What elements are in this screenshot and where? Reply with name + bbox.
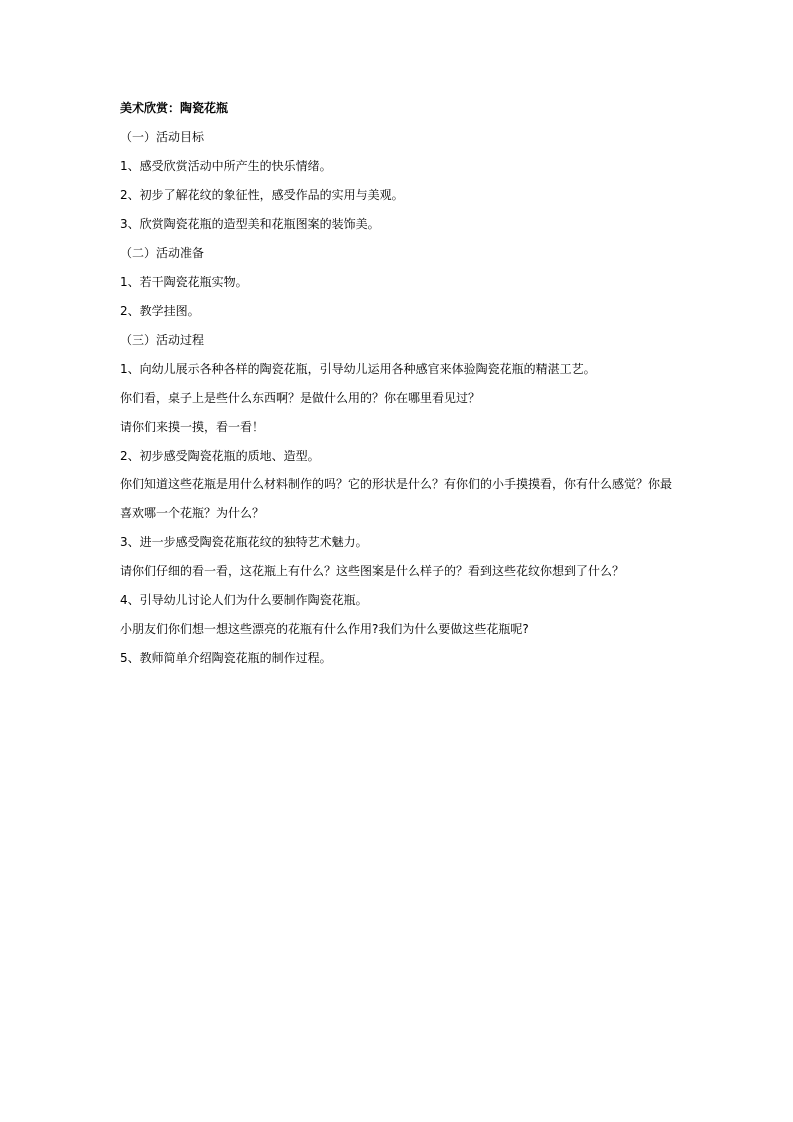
process-step-3: 3、进一步感受陶瓷花瓶花纹的独特艺术魅力。	[120, 535, 368, 549]
process-step-2-question: 你们知道这些花瓶是用什么材料制作的吗？它的形状是什么？有你们的小手摸摸看，你有什么感觉？你最喜欢哪一个花瓶？为什么？	[120, 477, 673, 520]
process-step-3-question: 请你们仔细的看一看，这花瓶上有什么？这些图案是什么样子的？看到这些花纹你想到了什么？	[120, 564, 625, 578]
process-step-4: 4、引导幼儿讨论人们为什么要制作陶瓷花瓶。	[120, 593, 368, 607]
goal-item-3: 3、欣赏陶瓷花瓶的造型美和花瓶图案的装饰美。	[120, 217, 380, 231]
process-step-5: 5、教师简单介绍陶瓷花瓶的制作过程。	[120, 651, 332, 665]
process-step-1-question: 你们看，桌子上是些什么东西啊？是做什么用的？你在哪里看见过？	[120, 391, 481, 405]
preparation-item-2: 2、教学挂图。	[120, 304, 200, 318]
goal-item-1: 1、感受欣赏活动中所产生的快乐情绪。	[120, 159, 332, 173]
preparation-item-1: 1、若干陶瓷花瓶实物。	[120, 275, 248, 289]
process-step-1: 1、向幼儿展示各种各样的陶瓷花瓶，引导幼儿运用各种感官来体验陶瓷花瓶的精湛工艺。	[120, 362, 596, 376]
document-title: 美术欣赏：陶瓷花瓶	[120, 101, 229, 115]
section-heading-preparation: （二）活动准备	[120, 246, 205, 260]
process-step-2: 2、初步感受陶瓷花瓶的质地、造型。	[120, 449, 320, 463]
goal-item-2: 2、初步了解花纹的象征性，感受作品的实用与美观。	[120, 188, 404, 202]
process-step-4-question: 小朋友们你们想一想这些漂亮的花瓶有什么作用?我们为什么要做这些花瓶呢?	[120, 622, 529, 636]
process-step-1-prompt: 请你们来摸一摸，看一看！	[120, 420, 265, 434]
section-heading-process: （三）活动过程	[120, 333, 205, 347]
section-heading-goals: （一）活动目标	[120, 130, 205, 144]
document-body	[120, 100, 690, 679]
